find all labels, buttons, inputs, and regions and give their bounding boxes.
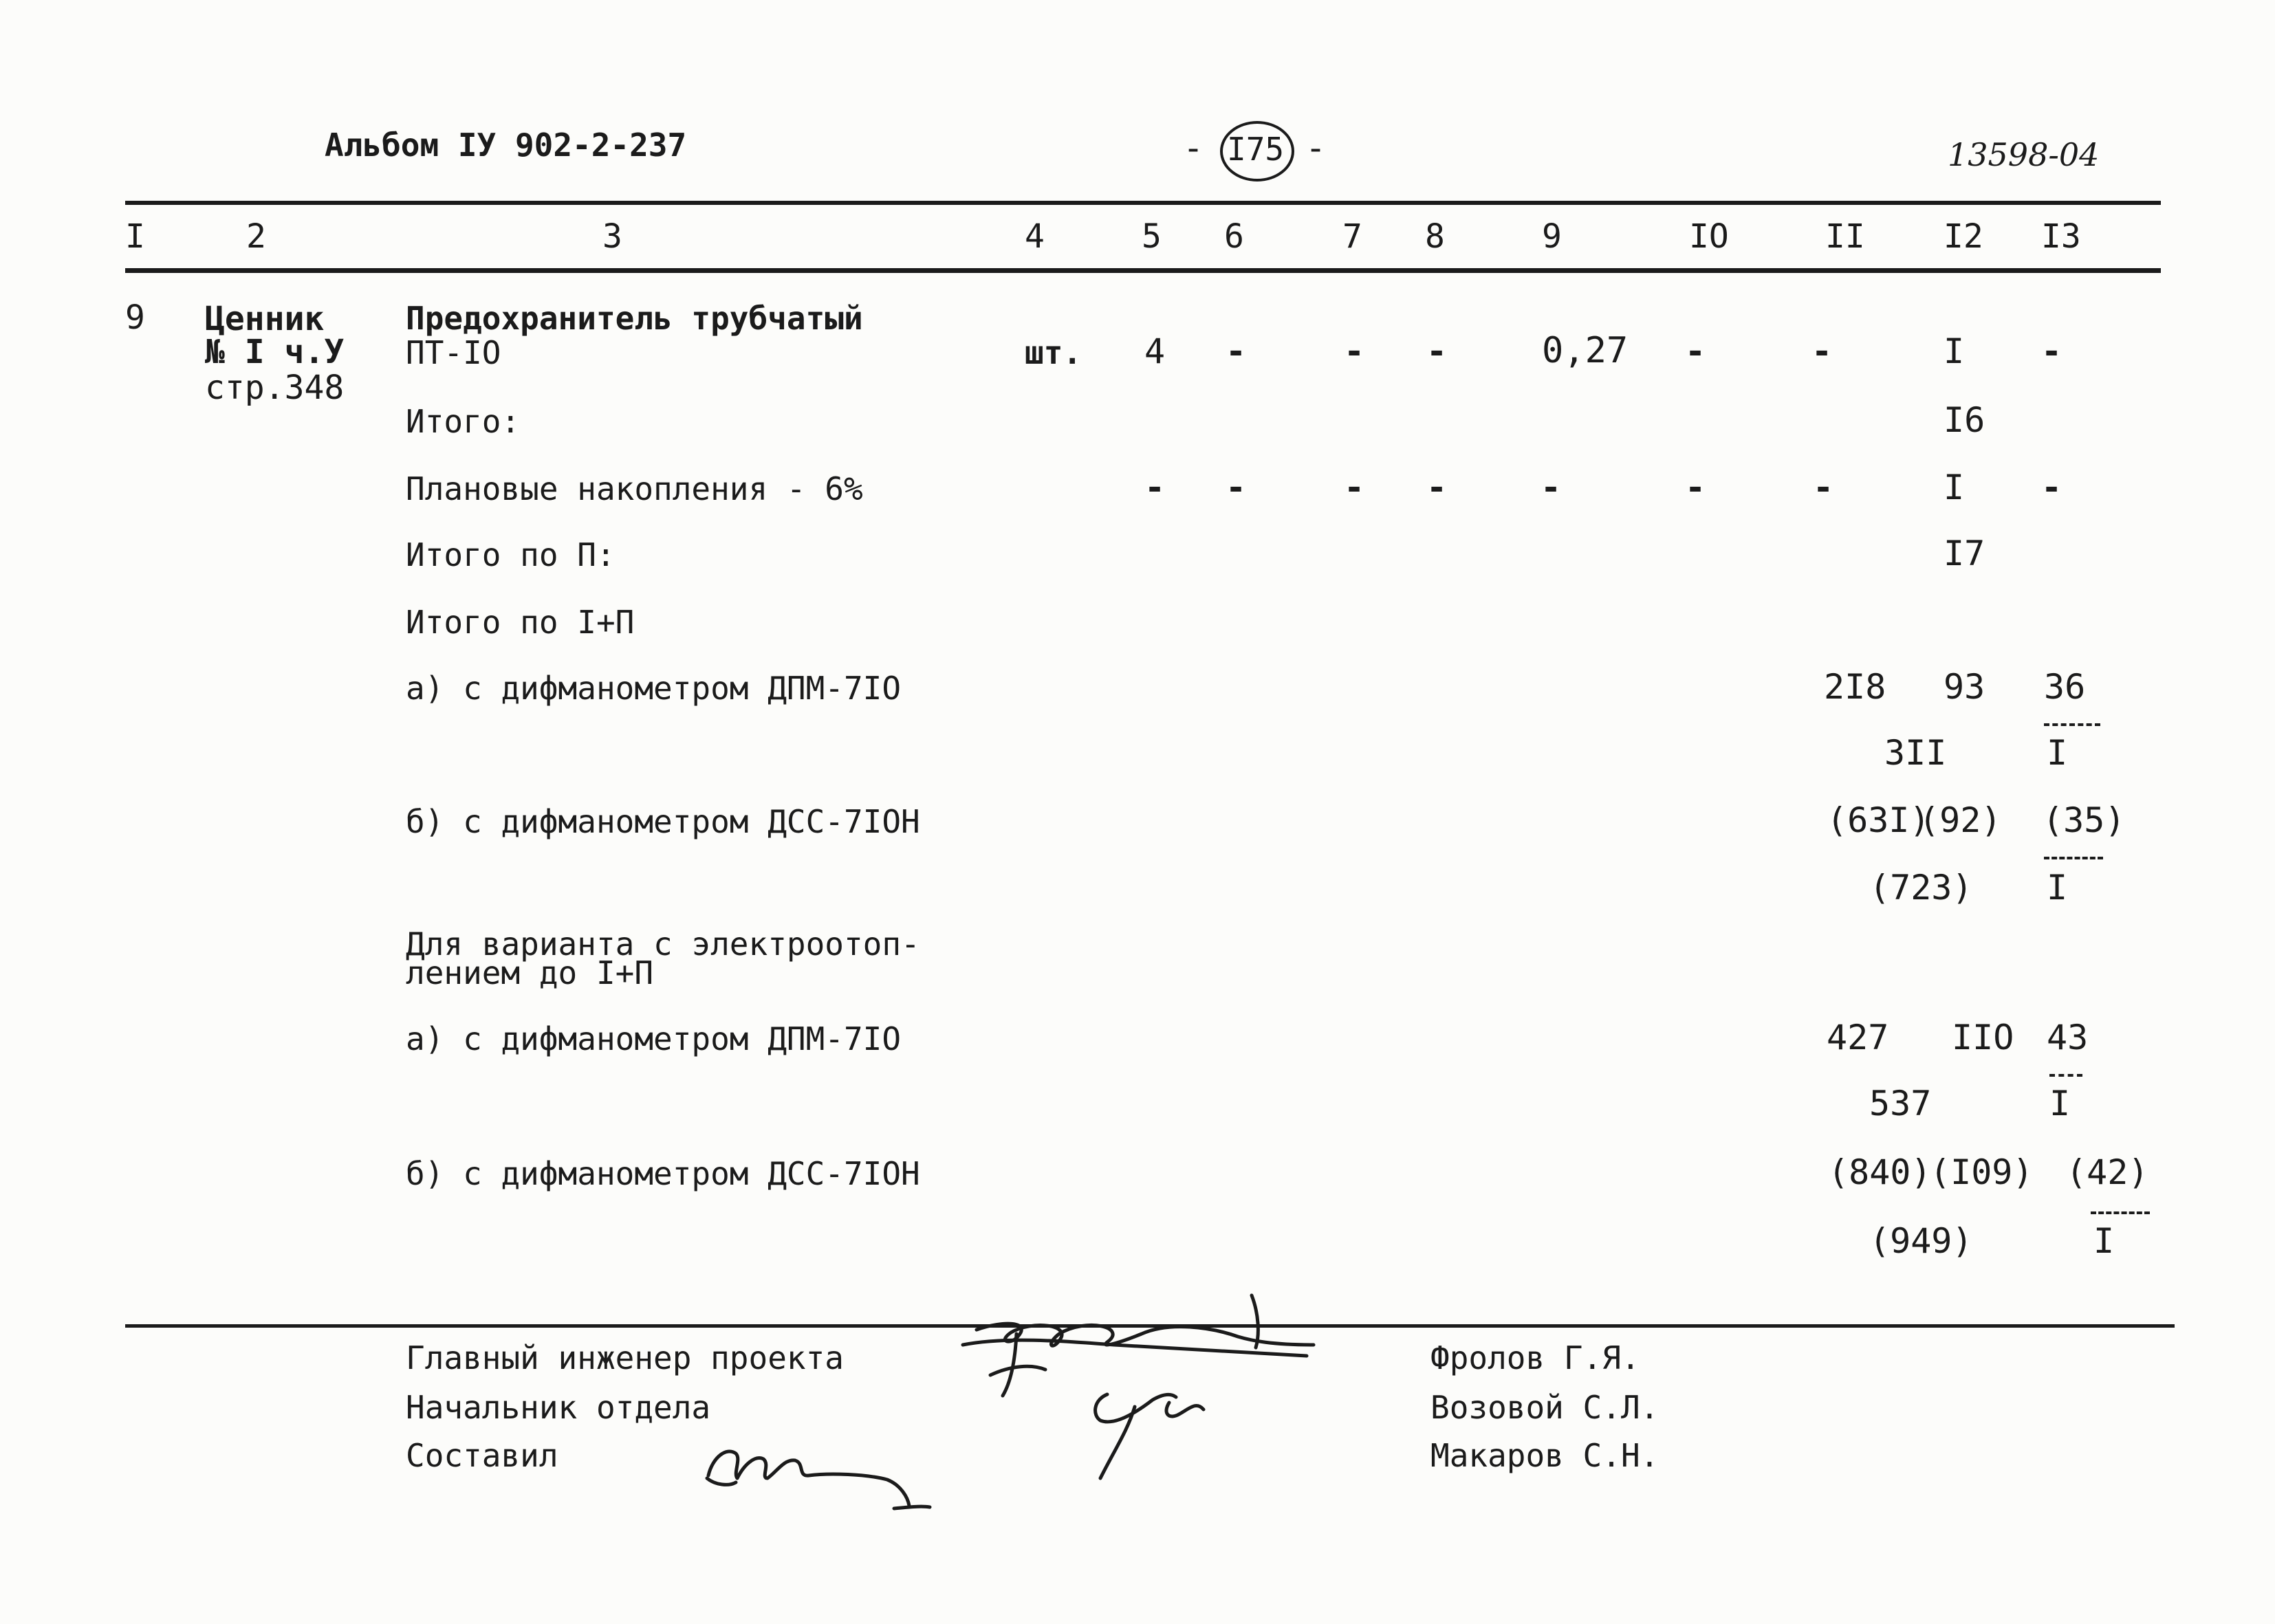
- unit: шт.: [1025, 334, 1082, 371]
- signature-role-department-head: Начальник отдела: [406, 1389, 711, 1426]
- electric-variant-a-col12: IIO: [1952, 1018, 2014, 1057]
- cell-col13: -: [2041, 331, 2062, 371]
- cell-col11: -: [1811, 331, 1833, 371]
- price-source-line-3: стр.348: [205, 369, 345, 407]
- itogo-label: Итого:: [406, 403, 521, 440]
- itogo-part2-col12: I7: [1944, 534, 1985, 573]
- electric-variant-a-col13-denominator: I: [2049, 1084, 2071, 1123]
- electric-variant-b-label: б) с дифманометром ДСС-7IOН: [406, 1155, 920, 1192]
- variant-a-label: а) с дифманометром ДПМ-7IO: [406, 670, 902, 707]
- row-number: 9: [125, 298, 145, 337]
- col-header-6: 6: [1224, 217, 1244, 256]
- page-number-dash-left: -: [1183, 128, 1204, 168]
- price-source-line-2: № I ч.У: [205, 333, 345, 371]
- quantity: 4: [1144, 331, 1166, 371]
- variant-a-fraction-line: [2044, 723, 2100, 726]
- col-header-12: I2: [1944, 217, 1983, 256]
- col-header-9: 9: [1542, 217, 1562, 256]
- electric-variant-b-col12: (I09): [1930, 1152, 2034, 1192]
- itogo-col12: I6: [1944, 400, 1985, 440]
- col-header-10: IO: [1689, 217, 1729, 256]
- cell-col9: 0,27: [1542, 330, 1629, 371]
- document-code: 13598-04: [1948, 136, 2100, 173]
- itogo-part1-2-label: Итого по I+П: [406, 604, 635, 641]
- signature-role-chief-engineer: Главный инженер проекта: [406, 1339, 844, 1376]
- variant-a-col13-denominator: I: [2047, 733, 2068, 773]
- variant-b-col12: (92): [1919, 800, 2002, 840]
- electric-variant-a-col13-numerator: 43: [2047, 1018, 2089, 1057]
- planned-col11: -: [1813, 468, 1834, 507]
- variant-a-col12: 93: [1944, 667, 1985, 707]
- planned-accumulations-label: Плановые накопления - 6%: [406, 470, 863, 507]
- album-label: Альбом IУ 902-2-237: [325, 127, 687, 164]
- variant-a-sum: 3II: [1884, 733, 1947, 773]
- electric-variant-b-col11: (840): [1828, 1152, 1932, 1192]
- col-header-7: 7: [1342, 217, 1362, 256]
- planned-col13: -: [2041, 468, 2062, 507]
- col-header-1: I: [125, 217, 145, 256]
- handwritten-signatures: [688, 1279, 1348, 1513]
- cell-col6: -: [1226, 331, 1247, 371]
- electric-variant-line-2: лением до I+П: [406, 954, 654, 991]
- planned-col9: -: [1541, 468, 1562, 507]
- cell-col7: -: [1344, 331, 1365, 371]
- variant-b-col13-denominator: I: [2047, 868, 2068, 908]
- electric-variant-b-col13-denominator: I: [2093, 1221, 2115, 1261]
- electric-variant-b-col13-numerator: (42): [2066, 1152, 2149, 1192]
- variant-a-col11: 2I8: [1824, 667, 1886, 707]
- electric-variant-a-sum: 537: [1869, 1084, 1932, 1123]
- page-number: I75: [1227, 131, 1285, 168]
- variant-a-col13-numerator: 36: [2044, 667, 2086, 707]
- electric-variant-b-sum: (949): [1869, 1221, 1973, 1261]
- page-number-dash-right: -: [1305, 128, 1327, 168]
- item-name-line-1: Предохранитель трубчатый: [406, 300, 863, 337]
- signature-name-frolov: Фролов Г.Я.: [1430, 1339, 1640, 1376]
- col-header-4: 4: [1025, 217, 1045, 256]
- variant-b-col13-numerator: (35): [2043, 800, 2126, 840]
- col-header-3: 3: [602, 217, 622, 256]
- planned-col6: -: [1226, 468, 1247, 507]
- cell-col10: -: [1685, 331, 1706, 371]
- signature-name-makarov: Макаров С.Н.: [1430, 1437, 1659, 1474]
- planned-col7: -: [1344, 468, 1365, 507]
- variant-b-col11: (63I): [1827, 800, 1930, 840]
- electric-variant-a-label: а) с дифманометром ДПМ-7IO: [406, 1020, 902, 1057]
- itogo-part2-label: Итого по П:: [406, 536, 616, 573]
- planned-col8: -: [1426, 468, 1448, 507]
- item-name-line-2: ПТ-IO: [406, 334, 501, 371]
- planned-col10: -: [1685, 468, 1706, 507]
- planned-col12: I: [1944, 468, 1965, 507]
- col-header-8: 8: [1425, 217, 1445, 256]
- variant-b-sum: (723): [1869, 868, 1973, 908]
- electric-variant-a-col11: 427: [1827, 1018, 1889, 1057]
- cell-col12: I: [1944, 331, 1965, 371]
- col-header-13: I3: [2041, 217, 2081, 256]
- signature-role-compiled-by: Составил: [406, 1437, 558, 1474]
- electric-variant-line-1: Для варианта с электроотоп-: [406, 925, 920, 963]
- variant-b-fraction-line: [2044, 857, 2103, 859]
- price-source-line-1: Ценник: [205, 300, 325, 338]
- col-header-11: II: [1825, 217, 1865, 256]
- cell-col8: -: [1426, 331, 1448, 371]
- signature-name-vozovoy: Возовой С.Л.: [1430, 1389, 1659, 1426]
- planned-col5: -: [1144, 468, 1166, 507]
- col-header-2: 2: [246, 217, 266, 256]
- header-bottom-rule: [125, 268, 2161, 273]
- variant-b-label: б) с дифманометром ДСС-7IOН: [406, 803, 920, 840]
- table-top-rule: [125, 201, 2161, 205]
- electric-variant-a-fraction-line: [2049, 1074, 2082, 1077]
- col-header-5: 5: [1142, 217, 1162, 256]
- electric-variant-b-fraction-line: [2091, 1211, 2150, 1214]
